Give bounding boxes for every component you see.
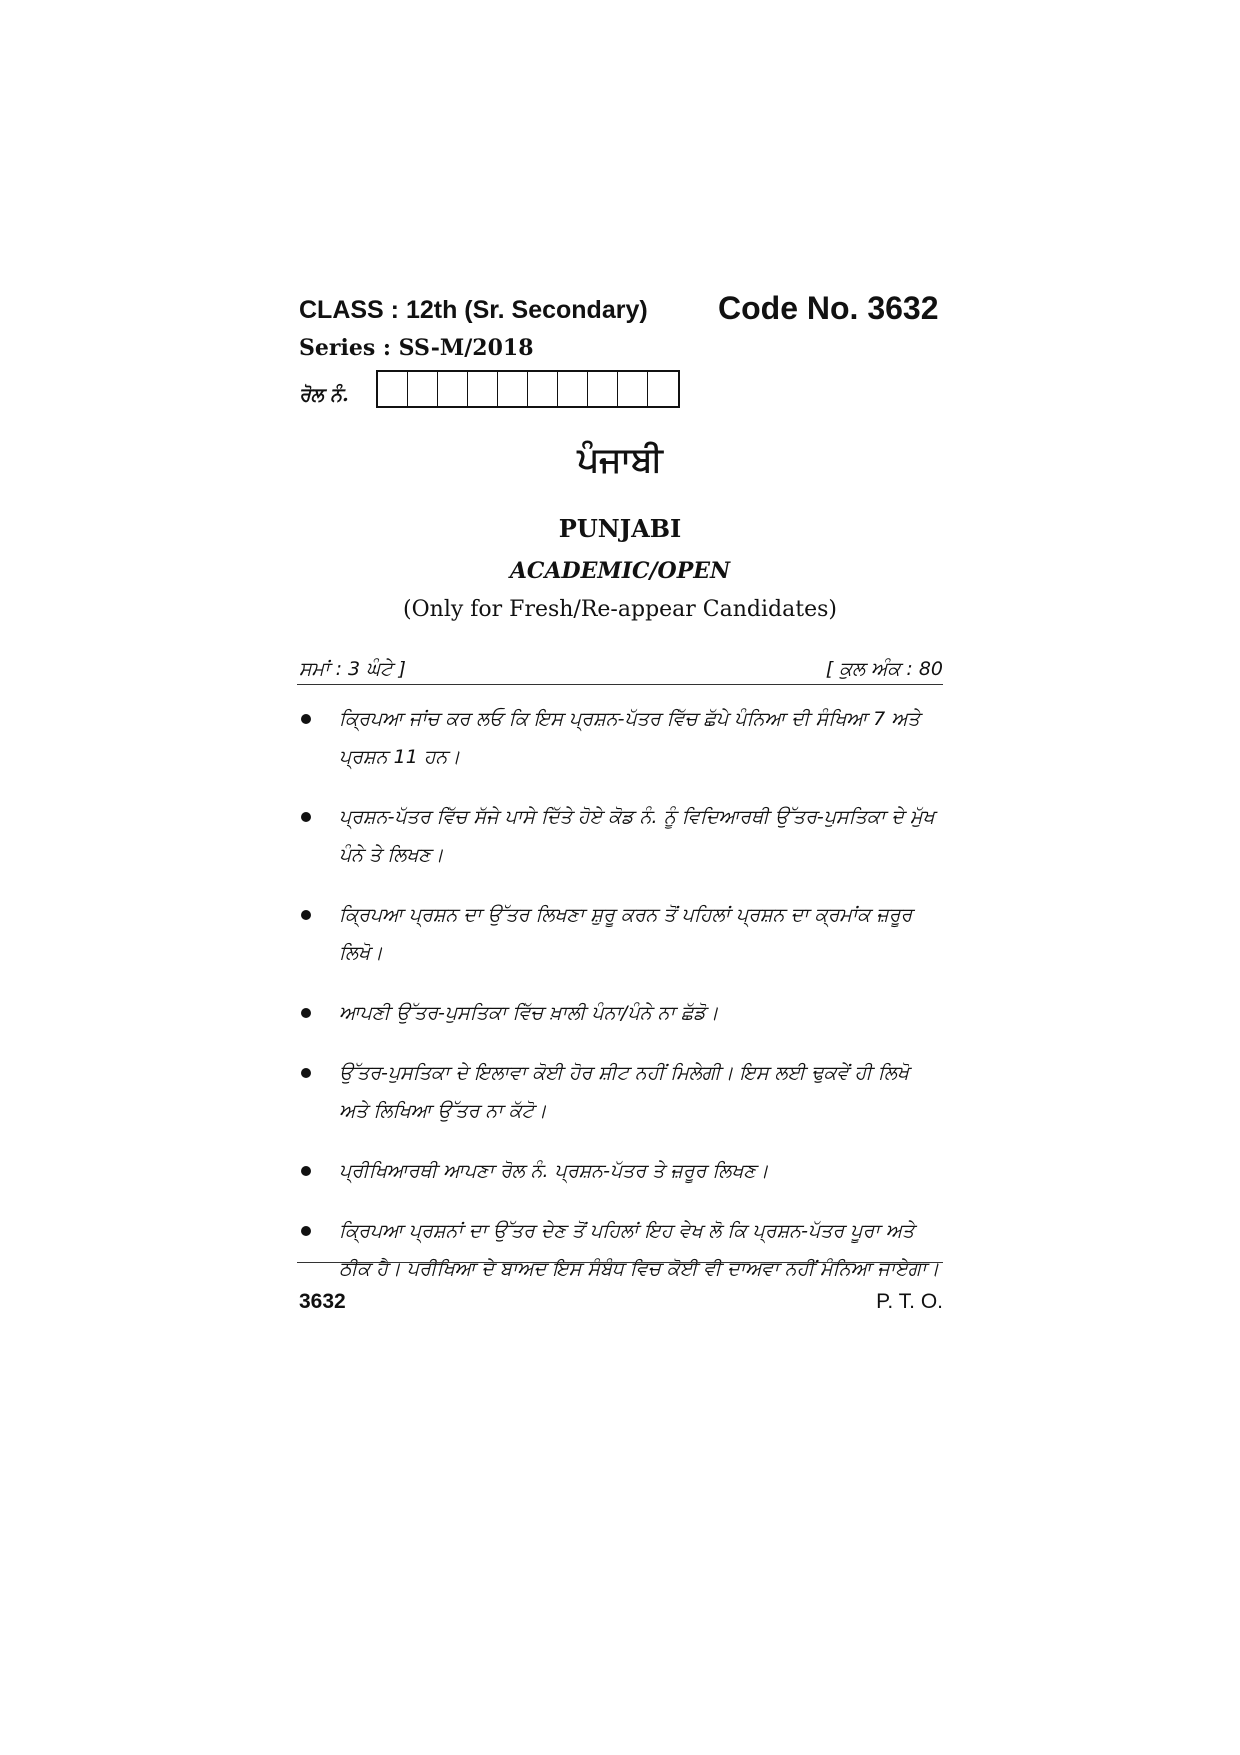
instruction-item: ਪ੍ਰੀਖਿਆਰਥੀ ਆਪਣਾ ਰੋਲ ਨੰ. ਪ੍ਰਸ਼ਨ-ਪੱਤਰ ਤੇ ਜ਼ਰੂਰ ਲਿਖਣ। [299,1152,943,1190]
bullet-icon [301,1226,311,1236]
instruction-item: ਕ੍ਰਿਪਆ ਜਾਂਚ ਕਰ ਲਓ ਕਿ ਇਸ ਪ੍ਰਸ਼ਨ-ਪੱਤਰ ਵਿੱਚ ਛੱਪੇ ਪੰਨਿਆ ਦੀ ਸੰਖਿਆ 7 ਅਤੇ ਪ੍ਰਸ਼ਨ 11 ਹਨ। [299,700,943,776]
roll-number-box [618,372,648,406]
bullet-icon [301,910,311,920]
roll-number-box [588,372,618,406]
code-number: Code No. 3632 [718,290,939,326]
roll-number-boxes [376,370,680,408]
roll-number-box [468,372,498,406]
subject-title-english: PUNJABI [558,514,682,543]
top-divider [297,684,943,685]
instruction-item: ਕ੍ਰਿਪਆ ਪ੍ਰਸ਼ਨ ਦਾ ਉੱਤਰ ਲਿਖਣਾ ਸ਼ੁਰੂ ਕਰਨ ਤੋਂ ਪਹਿਲਾਂ ਪ੍ਰਸ਼ਨ ਦਾ ਕ੍ਰਮਾਂਕ ਜ਼ਰੂਰ ਲਿਖੋ। [299,896,943,972]
roll-number-box [648,372,678,406]
stream-label: ACADEMIC/OPEN [509,558,731,584]
bullet-icon [301,1166,311,1176]
please-turn-over: P. T. O. [876,1290,943,1313]
maximum-marks: [ ਕੁਲ ਅੰਕ : 80 [825,658,943,680]
instruction-item: ਆਪਣੀ ਉੱਤਰ-ਪੁਸਤਿਕਾ ਵਿੱਚ ਖ਼ਾਲੀ ਪੰਨਾ/ਪੰਨੇ ਨਾ ਛੱਡੋ। [299,994,943,1032]
series-line: Series : SS-M/2018 [299,335,534,361]
bullet-icon [301,714,311,724]
roll-number-box [438,372,468,406]
roll-number-box [498,372,528,406]
instruction-item: ਪ੍ਰਸ਼ਨ-ਪੱਤਰ ਵਿੱਚ ਸੱਜੇ ਪਾਸੇ ਦਿੱਤੇ ਹੋਏ ਕੋਡ ਨੰ. ਨੂੰ ਵਿਦਿਆਰਥੀ ਉੱਤਰ-ਪੁਸਤਿਕਾ ਦੇ ਮੁੱਖ ਪੰਨੇ ਤੇ ਲਿਖਣ। [299,798,943,874]
bottom-divider [297,1262,943,1263]
roll-number-box [528,372,558,406]
class-line: CLASS : 12th (Sr. Secondary) [299,296,648,324]
time-allowed: ਸਮਾਂ : 3 ਘੰਟੇ ] [299,658,406,680]
instruction-item: ਉੱਤਰ-ਪੁਸਤਿਕਾ ਦੇ ਇਲਾਵਾ ਕੋਈ ਹੋਰ ਸ਼ੀਟ ਨਹੀਂ ਮਿਲੇਗੀ। ਇਸ ਲਈ ਢੁਕਵੇਂ ਹੀ ਲਿਖੋ ਅਤੇ ਲਿਖਿਆ ਉੱਤਰ ਨਾ ਕੱਟੋ। [299,1054,943,1130]
bullet-icon [301,812,311,822]
bullet-icon [301,1008,311,1018]
subject-title-punjabi: ਪੰਜਾਬੀ [577,440,663,480]
roll-number-box [558,372,588,406]
roll-number-label: ਰੋਲ ਨੰ. [299,384,349,406]
candidates-note: (Only for Fresh/Re-appear Candidates) [403,597,837,622]
instruction-item: ਕ੍ਰਿਪਆ ਪ੍ਰਸ਼ਨਾਂ ਦਾ ਉੱਤਰ ਦੇਣ ਤੋਂ ਪਹਿਲਾਂ ਇਹ ਵੇਖ ਲੋ ਕਿ ਪ੍ਰਸ਼ਨ-ਪੱਤਰ ਪੂਰਾ ਅਤੇ ਠੀਕ ਹੈ। ਪਰੀਖਿਆ ਦੇ ਬਾਅਦ ਇਸ ਸੰਬੰਧ ਵਿਚ ਕੋਈ ਵੀ ਦਾਅਵਾ ਨਹੀਂ ਮੰਨਿਆ ਜਾਏਗਾ। [299,1212,943,1288]
footer-code: 3632 [299,1290,346,1313]
bullet-icon [301,1068,311,1078]
instructions-list [299,700,943,1310]
roll-number-box [408,372,438,406]
roll-number-box [378,372,408,406]
